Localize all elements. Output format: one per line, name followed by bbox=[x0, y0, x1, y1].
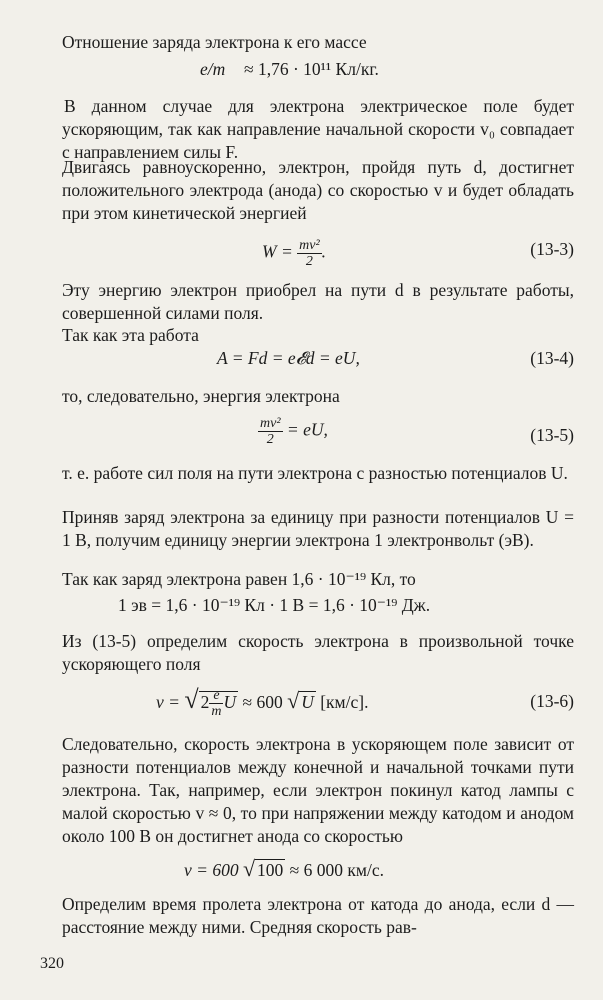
radical-sign-2-icon: √ bbox=[287, 688, 300, 713]
paragraph-consequently: то, следовательно, энергия электрона bbox=[62, 386, 340, 406]
formula-13-6 bbox=[62, 680, 574, 726]
formula-ev bbox=[62, 594, 574, 624]
radical-sign-icon: √ bbox=[184, 685, 199, 714]
formula-13-3-fraction bbox=[297, 238, 322, 269]
paragraph-mass-ratio: Отношение заряда электрона к его массе bbox=[62, 32, 367, 52]
page-number: 320 bbox=[40, 955, 64, 972]
formula-em-rhs: ≈ 1,76 · 10¹¹ Кл/кг. bbox=[244, 59, 379, 79]
formula-em-lhs: e/m bbox=[200, 59, 226, 79]
formula-13-5-fraction bbox=[258, 416, 283, 447]
formula-13-6-radicand-2: U bbox=[301, 692, 314, 712]
formula-example-rhs: ≈ 6 000 км/с. bbox=[289, 860, 384, 880]
formula-13-6-denominator: m bbox=[211, 704, 222, 720]
paragraph-electronvolt: Приняв заряд электрона за единицу при разности потенциалов U = 1 В, получим единицу энергии электрона 1 электронвольт (эВ). bbox=[62, 507, 574, 550]
paragraph-flight-time: Определим время пролета электрона от катода до анода, если d — расстояние между ними. Средняя скорость рав- bbox=[62, 894, 574, 937]
equation-label-13-3: (13-3) bbox=[530, 239, 574, 259]
paragraph-accelerating-field: В данном случае для электрона электрическое поле будет ускоряющим, так как направление начальной скорости v₀ совпадает с направлением силы F. bbox=[62, 96, 574, 162]
formula-13-6-unit: [км/с]. bbox=[320, 692, 369, 712]
formula-ev-expr: 1 эв = 1,6 · 10⁻¹⁹ Кл · 1 В = 1,6 · 10⁻¹⁹ Дж. bbox=[118, 595, 431, 615]
formula-em-ratio bbox=[62, 58, 574, 88]
formula-example-radicand: 100 bbox=[257, 860, 284, 880]
paragraph-charge: Так как заряд электрона равен 1,6 · 10⁻¹⁹ Кл, то bbox=[62, 569, 416, 589]
formula-13-6-radicand bbox=[199, 688, 239, 720]
formula-13-6-coef: 2 bbox=[200, 692, 210, 712]
paragraph-potential-difference: т. е. работе сил поля на пути электрона с разностью потенциалов U. bbox=[62, 463, 568, 483]
formula-velocity-example bbox=[62, 857, 574, 887]
paragraph-work: Так как эта работа bbox=[62, 325, 199, 345]
formula-13-6-mid: ≈ 600 bbox=[242, 692, 283, 712]
formula-13-3-lhs: W = bbox=[262, 241, 293, 262]
formula-example-lhs: v = 600 bbox=[184, 860, 239, 880]
formula-13-3-numerator: mv² bbox=[299, 238, 320, 253]
paragraph-energy-acquired: Эту энергию электрон приобрел на пути d в результате работы, совершенной силами поля. bbox=[62, 280, 574, 323]
paragraph-uniform-motion: Двигаясь равноускоренно, электрон, пройдя путь d, достигнет положительного электрода (анода) со скоростью v и будет обладать при этом кинетической энергией bbox=[62, 157, 574, 223]
formula-13-3-tail: . bbox=[321, 241, 327, 262]
formula-13-5-numerator: mv² bbox=[260, 416, 281, 431]
radical-sign-3-icon: √ bbox=[242, 856, 256, 881]
formula-13-6-lhs: v = bbox=[156, 692, 180, 712]
equation-label-13-4: (13-4) bbox=[530, 348, 574, 368]
formula-13-5-rhs: = eU, bbox=[286, 419, 328, 440]
formula-13-4 bbox=[62, 347, 574, 377]
formula-13-6-u: U bbox=[223, 692, 237, 712]
paragraph-velocity: Из (13-5) определим скорость электрона в произвольной точке ускоряющего поля bbox=[62, 631, 574, 674]
formula-13-5-denominator: 2 bbox=[266, 432, 274, 447]
formula-13-3-denominator: 2 bbox=[305, 254, 313, 269]
formula-13-4-expr: A = Fd = e𝓔d = eU, bbox=[217, 348, 360, 368]
formula-13-5 bbox=[62, 412, 574, 454]
equation-label-13-6: (13-6) bbox=[530, 691, 574, 711]
formula-13-6-numerator: e bbox=[209, 688, 223, 704]
equation-label-13-5: (13-5) bbox=[530, 425, 574, 445]
paragraph-consequently-velocity: Следовательно, скорость электрона в ускоряющем поле зависит от разности потенциалов между конечной и начальной точками пути электрона. Так, например, если электрон покинул катод лампы с малой скоростью v ≈ 0, то при напряжении между катодом и анодом около 100 В он достигнет анода со скоростью bbox=[62, 734, 574, 846]
formula-13-3 bbox=[62, 232, 574, 272]
